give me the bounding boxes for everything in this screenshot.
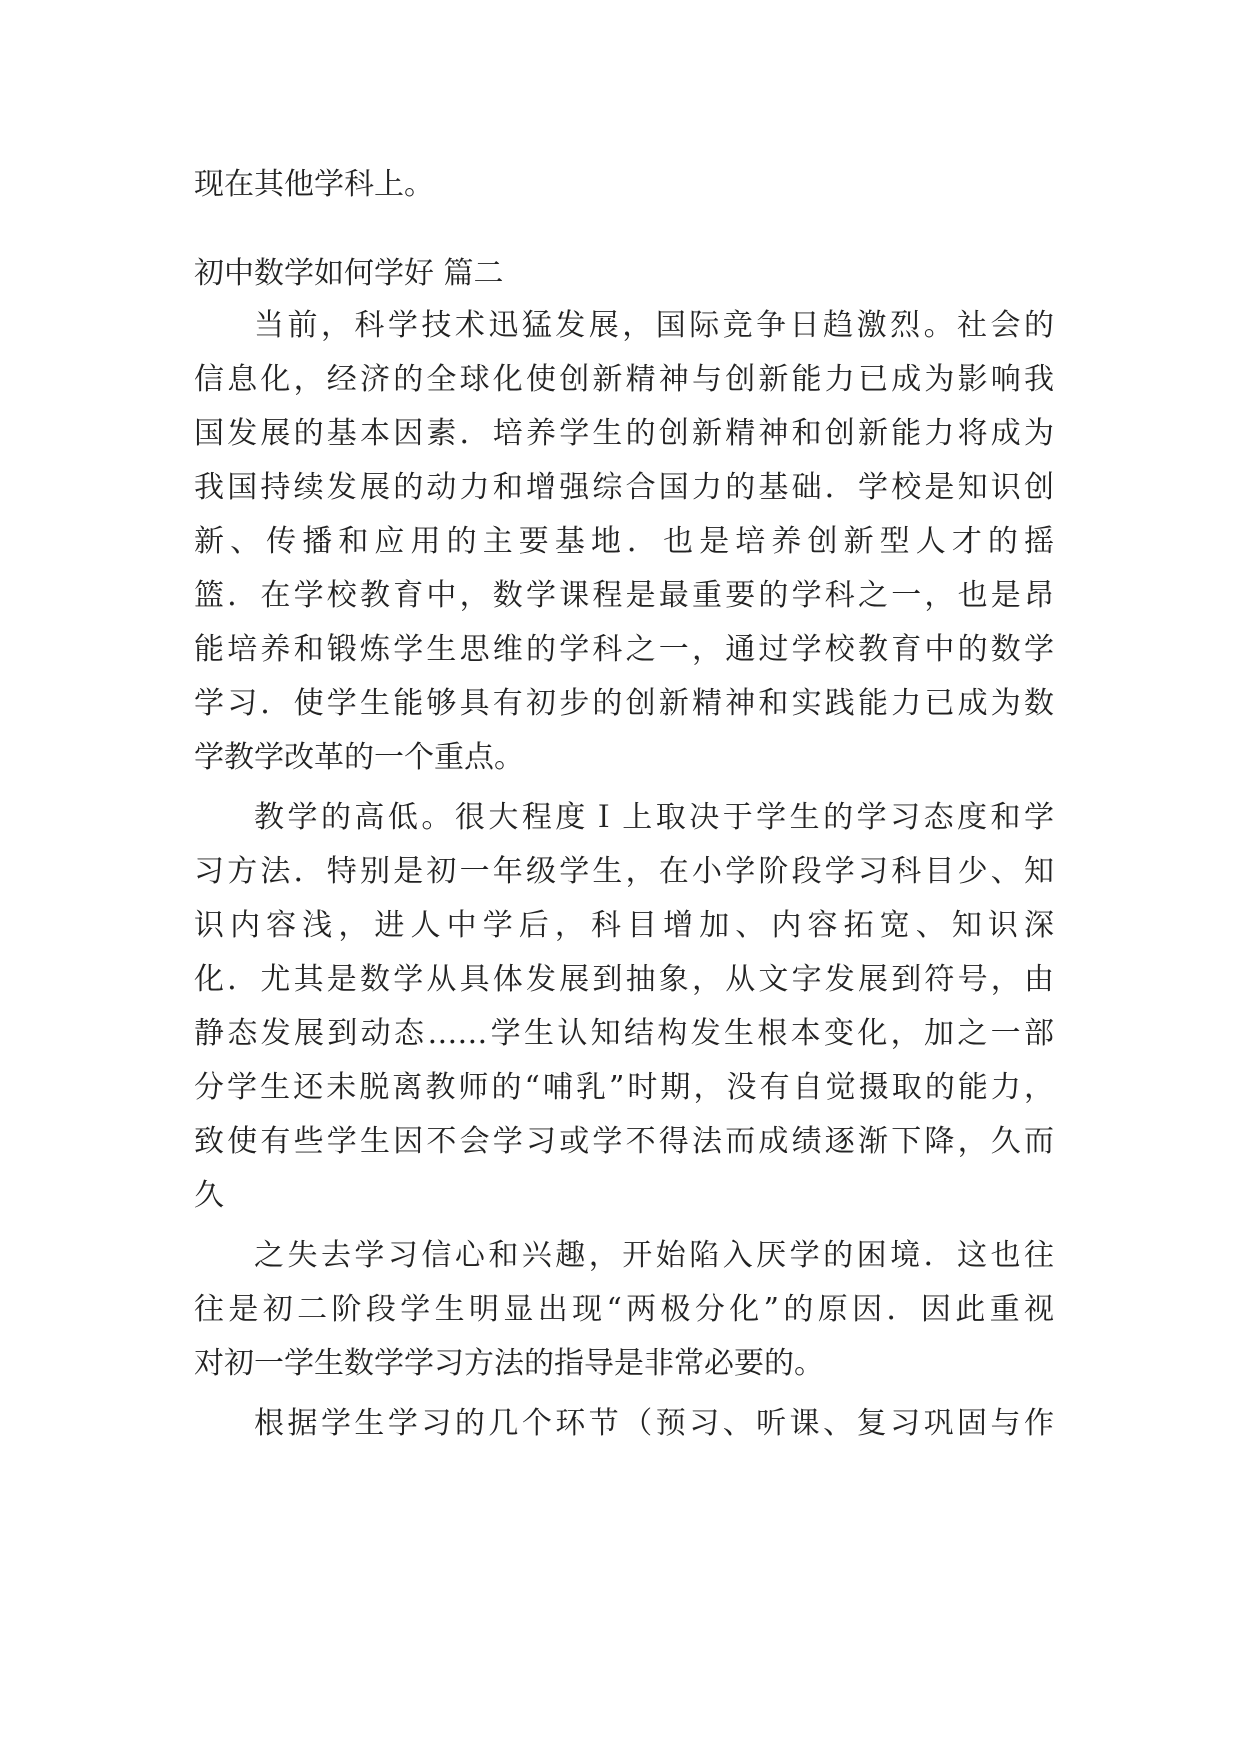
paragraph-1-line-4: 我国持续发展的动力和增强综合国力的基础．学校是知识创	[194, 470, 1054, 505]
paragraph-2-line-1: 教学的高低。很大程度Ｉ上取决于学生的学习态度和学	[254, 800, 1054, 835]
paragraph-2-line-7: 致使有些学生因不会学习或学不得法而成绩逐渐下降，久而	[194, 1124, 1054, 1159]
paragraph-1-line-6: 篮．在学校教育中，数学课程是最重要的学科之一，也是昂	[194, 578, 1054, 613]
paragraph-1-line-8: 学习．使学生能够具有初步的创新精神和实践能力已成为数	[194, 686, 1054, 721]
paragraph-1-line-5: 新、传播和应用的主要基地．也是培养创新型人才的摇	[194, 524, 1054, 559]
paragraph-4-line-1: 根据学生学习的几个环节（预习、听课、复习巩固与作	[254, 1406, 1054, 1441]
paragraph-2-line-6: 分学生还未脱离教师的“哺乳”时期，没有自觉摄取的能力，	[194, 1070, 1054, 1105]
paragraph-1-line-7: 能培养和锻炼学生思维的学科之一，通过学校教育中的数学	[194, 632, 1054, 667]
continuation-line: 现在其他学科上。	[194, 167, 434, 202]
paragraph-3-line-1: 之失去学习信心和兴趣，开始陷入厌学的困境．这也往	[254, 1238, 1054, 1273]
paragraph-1-line-1: 当前，科学技术迅猛发展，国际竞争日趋激烈。社会的	[254, 308, 1054, 343]
paragraph-2-line-8: 久	[194, 1178, 224, 1213]
paragraph-2-line-2: 习方法．特别是初一年级学生，在小学阶段学习科目少、知	[194, 854, 1054, 889]
section-heading: 初中数学如何学好 篇二	[194, 256, 504, 291]
paragraph-3-line-3: 对初一学生数学学习方法的指导是非常必要的。	[194, 1346, 824, 1381]
paragraph-1-line-3: 国发展的基本因素．培养学生的创新精神和创新能力将成为	[194, 416, 1054, 451]
paragraph-2-line-5: 静态发展到动态……学生认知结构发生根本变化，加之一部	[194, 1016, 1054, 1051]
paragraph-2-line-4: 化．尤其是数学从具体发展到抽象，从文字发展到符号，由	[194, 962, 1054, 997]
paragraph-1-line-9: 学教学改革的一个重点。	[194, 740, 524, 775]
paragraph-2-line-3: 识内容浅，进人中学后，科目增加、内容拓宽、知识深	[194, 908, 1054, 943]
paragraph-1-line-2: 信息化，经济的全球化使创新精神与创新能力已成为影响我	[194, 362, 1054, 397]
paragraph-3-line-2: 往是初二阶段学生明显出现“两极分化”的原因．因此重视	[194, 1292, 1054, 1327]
